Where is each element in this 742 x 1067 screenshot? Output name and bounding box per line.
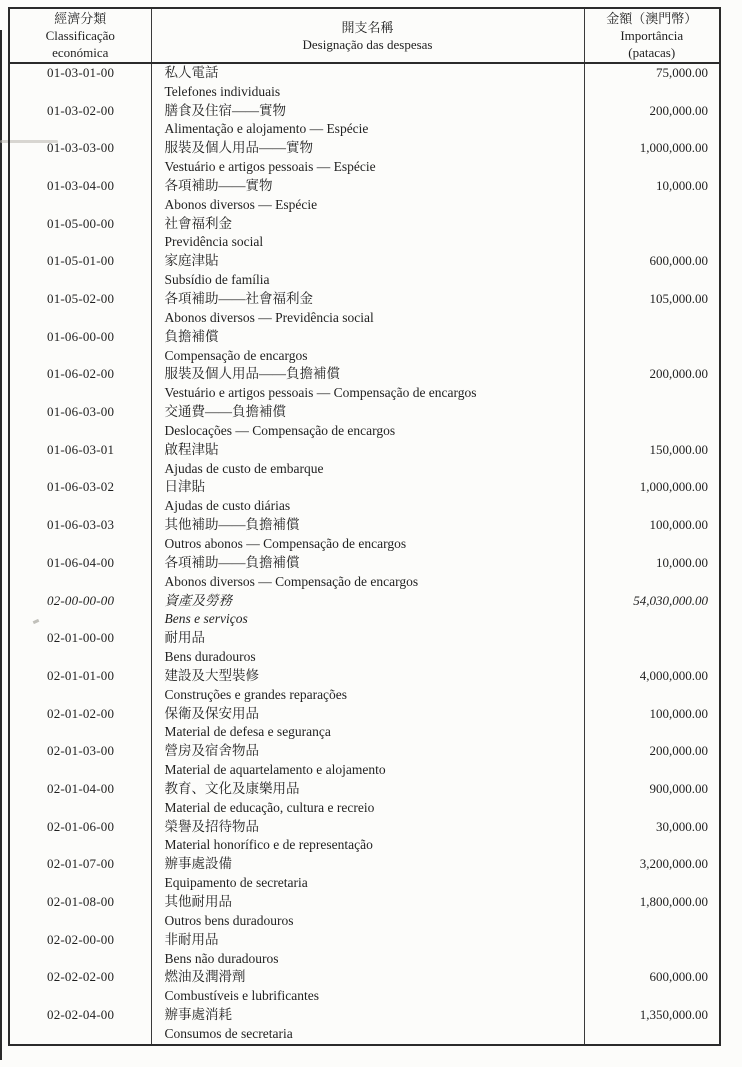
table-row: [9, 290, 720, 328]
table-row: [9, 592, 720, 630]
designation-pt: Construções e grandes reparações: [164, 686, 348, 702]
amount-cell: 600,000.00: [649, 253, 708, 269]
amount-cell: 1,000,000.00: [639, 479, 708, 495]
amount-cell: 600,000.00: [649, 969, 708, 985]
economic-code-cell: 01-06-03-03: [9, 516, 151, 554]
economic-code-cell: 02-01-03-00: [9, 742, 151, 780]
designation-pt: Abonos diversos — Espécie: [164, 196, 318, 212]
amount-cell: 100,000.00: [649, 705, 708, 721]
scan-edge-line: [0, 30, 2, 1060]
economic-code-cell: 01-03-04-00: [9, 177, 151, 215]
designation-pt: Alimentação e alojamento — Espécie: [164, 121, 369, 137]
amount-cell: 900,000.00: [649, 780, 708, 796]
economic-code-cell: 02-01-07-00: [9, 855, 151, 893]
designation-zh: 家庭津貼: [164, 253, 219, 269]
economic-code-cell: 02-02-00-00: [9, 931, 151, 969]
table-row: [9, 893, 720, 931]
table-row: [9, 818, 720, 856]
amount-cell: [584, 403, 720, 441]
designation-zh: 膳食及住宿——實物: [164, 102, 286, 118]
economic-code-cell: 01-06-03-02: [9, 478, 151, 516]
designation-zh: 各項補助——實物: [164, 177, 273, 193]
designation-pt: Telefones individuais: [164, 83, 281, 99]
table-row: [9, 516, 720, 554]
designation-zh: 各項補助——負擔補償: [164, 554, 300, 570]
table-row: [9, 102, 720, 140]
designation-pt: Bens não duradouros: [164, 950, 279, 966]
designation-cell: [151, 629, 584, 667]
designation-zh: 服裝及個人用品——實物: [164, 140, 313, 156]
designation-zh: 資產及勞務: [164, 592, 232, 608]
designation-pt: Previdência social: [164, 234, 264, 250]
header-designation-zh: 開支名稱: [341, 19, 394, 35]
economic-code-cell: 01-03-02-00: [9, 102, 151, 140]
economic-code-cell: 02-01-00-00: [9, 629, 151, 667]
designation-pt: Equipamento de secretaria: [164, 875, 308, 891]
designation-zh: 燃油及潤滑劑: [164, 969, 246, 985]
designation-cell: [151, 328, 584, 366]
table-row: [9, 139, 720, 177]
designation-cell: [151, 592, 584, 630]
amount-cell: 100,000.00: [649, 517, 708, 533]
table-row: [9, 667, 720, 705]
designation-zh: 保衛及保安用品: [164, 705, 259, 721]
designation-cell: [151, 102, 584, 140]
designation-cell: [151, 365, 584, 403]
designation-zh: 日津貼: [164, 479, 205, 495]
designation-cell: [151, 667, 584, 705]
designation-cell: [151, 855, 584, 893]
table-row: [9, 742, 720, 780]
designation-cell: [151, 177, 584, 215]
economic-code-cell: 01-05-01-00: [9, 252, 151, 290]
designation-cell: [151, 554, 584, 592]
designation-zh: 辦事處消耗: [164, 1007, 232, 1023]
amount-cell: [584, 629, 720, 667]
economic-code-cell: 02-01-06-00: [9, 818, 151, 856]
economic-code-cell: 02-01-08-00: [9, 893, 151, 931]
designation-zh: 其他補助——負擔補償: [164, 517, 300, 533]
designation-zh: 耐用品: [164, 630, 205, 646]
table-row: [9, 629, 720, 667]
designation-pt: Combustíveis e lubrificantes: [164, 988, 319, 1004]
table-row: [9, 1006, 720, 1045]
designation-pt: Bens duradouros: [164, 649, 256, 665]
table-row: [9, 968, 720, 1006]
designation-pt: Ajudas de custo de embarque: [164, 460, 324, 476]
economic-code-cell: 01-06-02-00: [9, 365, 151, 403]
table-row: [9, 63, 720, 102]
designation-zh: 負擔補償: [164, 328, 219, 344]
designation-pt: Consumos de secretaria: [164, 1025, 293, 1041]
table-header-row: [9, 8, 720, 63]
economic-code-cell: 01-03-01-00: [9, 63, 151, 102]
amount-cell: [584, 328, 720, 366]
designation-zh: 私人電話: [164, 65, 219, 80]
designation-cell: [151, 516, 584, 554]
table-row: [9, 441, 720, 479]
designation-pt: Abonos diversos — Compensação de encargos: [164, 573, 419, 589]
designation-cell: [151, 478, 584, 516]
designation-pt: Outros bens duradouros: [164, 912, 294, 928]
amount-cell: 1,350,000.00: [639, 1007, 708, 1023]
amount-cell: 105,000.00: [649, 291, 708, 307]
table-row: [9, 328, 720, 366]
table-body: [9, 63, 720, 1045]
budget-table: [8, 7, 721, 1046]
economic-code-cell: 02-01-02-00: [9, 705, 151, 743]
economic-code-cell: 02-01-01-00: [9, 667, 151, 705]
amount-cell: 150,000.00: [649, 441, 708, 457]
designation-cell: [151, 818, 584, 856]
header-amount-pt-line1: Importância: [620, 28, 684, 43]
amount-cell: 1,800,000.00: [639, 894, 708, 910]
table-row: [9, 554, 720, 592]
designation-cell: [151, 252, 584, 290]
designation-pt: Subsídio de família: [164, 272, 270, 288]
amount-cell: 75,000.00: [656, 65, 708, 80]
designation-zh: 榮譽及招待物品: [164, 818, 259, 834]
economic-code-cell: 02-02-02-00: [9, 968, 151, 1006]
designation-pt: Ajudas de custo diárias: [164, 498, 291, 514]
table-row: [9, 215, 720, 253]
table-row: [9, 365, 720, 403]
header-economic-classification-zh: 經濟分類: [54, 11, 107, 26]
designation-pt: Compensação de encargos: [164, 347, 308, 363]
designation-cell: [151, 931, 584, 969]
header-economic-classification-pt-line2: económica: [52, 45, 109, 60]
table-row: [9, 478, 720, 516]
amount-cell: 10,000.00: [656, 177, 708, 193]
designation-cell: [151, 215, 584, 253]
designation-cell: [151, 780, 584, 818]
header-economic-classification: [9, 8, 151, 63]
designation-pt: Vestuário e artigos pessoais — Compensação de encargos: [164, 385, 477, 401]
economic-code-cell: 01-06-00-00: [9, 328, 151, 366]
designation-pt: Abonos diversos — Previdência social: [164, 309, 374, 325]
designation-pt: Bens e serviços: [164, 611, 248, 627]
designation-cell: [151, 705, 584, 743]
economic-code-cell: 01-06-04-00: [9, 554, 151, 592]
amount-cell: 4,000,000.00: [639, 667, 708, 683]
designation-zh: 交通費——負擔補償: [164, 404, 286, 420]
table-row: [9, 252, 720, 290]
amount-cell: [584, 215, 720, 253]
header-amount: [584, 8, 720, 63]
header-amount-pt-line2: (patacas): [628, 45, 676, 60]
table-header: [9, 8, 720, 63]
designation-zh: 建設及大型裝修: [164, 667, 259, 683]
economic-code-cell: 01-03-03-00: [9, 139, 151, 177]
amount-cell: 200,000.00: [649, 743, 708, 759]
designation-cell: [151, 441, 584, 479]
designation-cell: [151, 893, 584, 931]
amount-cell: 30,000.00: [656, 818, 708, 834]
designation-zh: 教育、文化及康樂用品: [164, 780, 300, 796]
designation-cell: [151, 290, 584, 328]
amount-cell: 200,000.00: [649, 366, 708, 382]
economic-code-cell: 01-05-02-00: [9, 290, 151, 328]
designation-pt: Vestuário e artigos pessoais — Espécie: [164, 159, 376, 175]
header-amount-zh: 金額（澳門幣）: [606, 11, 698, 26]
designation-zh: 啟程津貼: [164, 441, 219, 457]
designation-cell: [151, 742, 584, 780]
table-row: [9, 403, 720, 441]
designation-pt: Deslocações — Compensação de encargos: [164, 422, 396, 438]
designation-zh: 各項補助——社會福利金: [164, 291, 313, 307]
designation-cell: [151, 63, 584, 102]
designation-zh: 服裝及個人用品——負擔補償: [164, 366, 340, 382]
amount-cell: 54,030,000.00: [633, 592, 708, 608]
designation-zh: 社會福利金: [164, 215, 232, 231]
designation-pt: Material de aquartelamento e alojamento: [164, 762, 386, 778]
amount-cell: 3,200,000.00: [639, 856, 708, 872]
table-row: [9, 705, 720, 743]
amount-cell: 1,000,000.00: [639, 140, 708, 156]
economic-code-cell: 02-00-00-00: [9, 592, 151, 630]
amount-cell: 10,000.00: [656, 554, 708, 570]
designation-zh: 辦事處設備: [164, 856, 232, 872]
amount-cell: 200,000.00: [649, 102, 708, 118]
designation-cell: [151, 139, 584, 177]
economic-code-cell: 01-06-03-01: [9, 441, 151, 479]
designation-pt: Material de defesa e segurança: [164, 724, 331, 740]
table-row: [9, 780, 720, 818]
economic-code-cell: 02-02-04-00: [9, 1006, 151, 1045]
designation-pt: Material de educação, cultura e recreio: [164, 799, 375, 815]
designation-zh: 其他耐用品: [164, 894, 232, 910]
economic-code-cell: 01-05-00-00: [9, 215, 151, 253]
designation-cell: [151, 968, 584, 1006]
designation-cell: [151, 1006, 584, 1045]
designation-zh: 營房及宿舍物品: [164, 743, 259, 759]
table-row: [9, 931, 720, 969]
header-economic-classification-pt-line1: Classificação: [45, 28, 115, 43]
designation-cell: [151, 403, 584, 441]
table-row: [9, 177, 720, 215]
header-designation-pt: Designação das despesas: [302, 36, 433, 52]
economic-code-cell: 02-01-04-00: [9, 780, 151, 818]
designation-zh: 非耐用品: [164, 931, 219, 947]
header-designation: [151, 8, 584, 63]
economic-code-cell: 01-06-03-00: [9, 403, 151, 441]
designation-pt: Material honorífico e de representação: [164, 837, 373, 853]
designation-pt: Outros abonos — Compensação de encargos: [164, 535, 407, 551]
table-row: [9, 855, 720, 893]
amount-cell: [584, 931, 720, 969]
